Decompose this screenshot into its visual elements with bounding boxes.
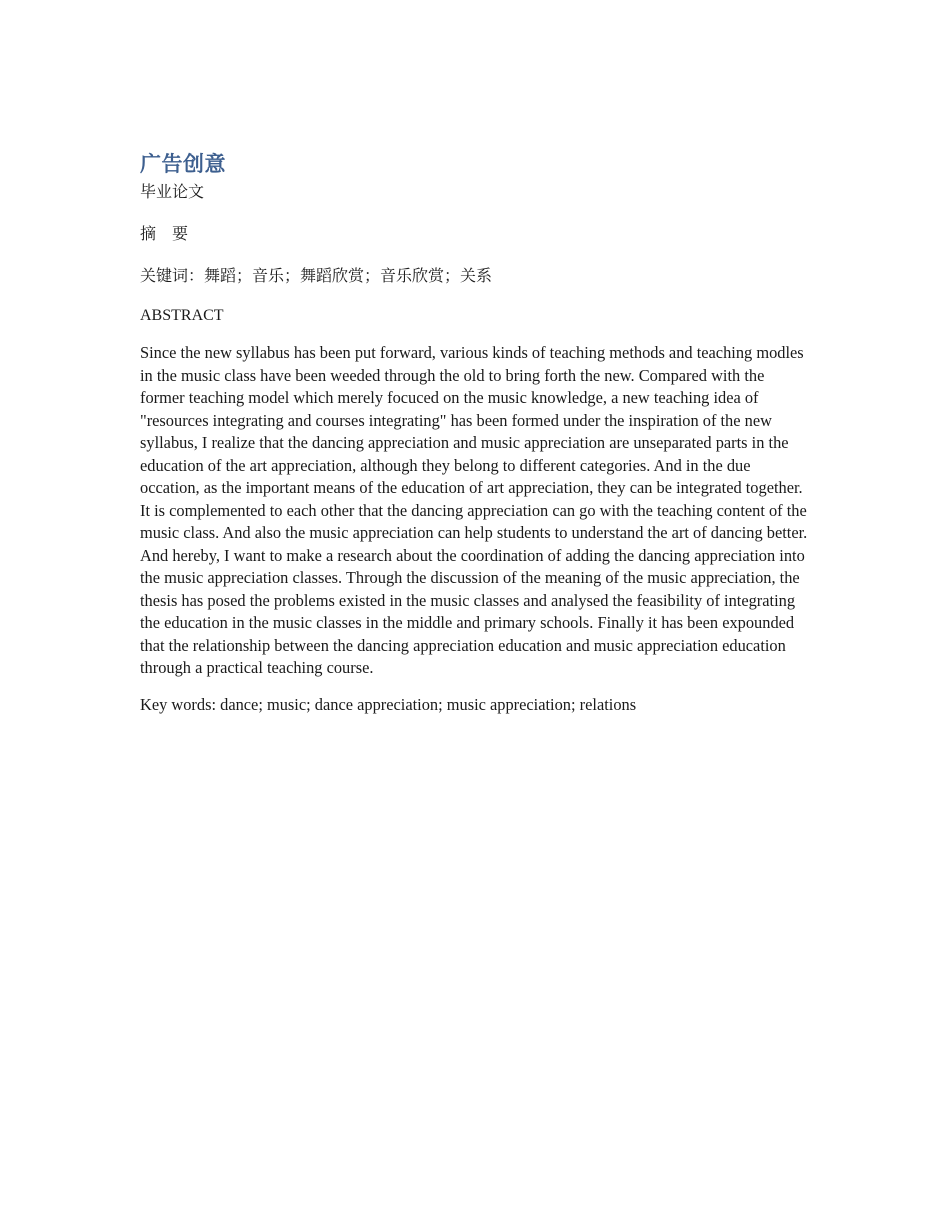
- abstract-heading-char-2: 要: [172, 224, 189, 243]
- keywords-english: Key words: dance; music; dance appreciation; music appreciation; relations: [140, 694, 637, 714]
- document-page: [140, 148, 812, 716]
- abstract-body-english: Since the new syllabus has been put forward, various kinds of teaching methods and teaching modles in the music class have been weeded through the old to bring forth the new. Compared with the former teaching model which merely focuced on the music knowledge, a new teaching idea of "resources integrating and courses integrating" has been formed under the inspiration of the new syllabus, I realize that the dancing appreciation and music appreciation are unseparated parts in the education of the art appreciation, although they belong to different categories. And in the due occation, as the important means of the education of art appreciation, they can be integrated together. It is complemented to each other that the dancing appreciation can go with the teaching content of the music class. And also the music appreciation can help students to understand the art of dancing better. And hereby, I want to make a research about the coordination of adding the dancing appreciation into the music appreciation classes. Through the discussion of the meaning of the music appreciation, the thesis has posed the problems existed in the music classes and analysed the feasibility of integrating the education in the music classes in the middle and primary schools. Finally it has been expounded that the relationship between the dancing appreciation education and music appreciation education through a practical teaching course.: [140, 343, 808, 677]
- abstract-heading-english: ABSTRACT: [140, 307, 224, 324]
- document-title: 广告创意: [140, 152, 226, 176]
- abstract-heading-chinese: [140, 222, 812, 246]
- abstract-heading-char-1: 摘: [140, 224, 157, 243]
- document-subtitle: 毕业论文: [140, 182, 205, 201]
- keywords-chinese: 关键词：舞蹈；音乐；舞蹈欣赏；音乐欣赏；关系: [140, 266, 493, 285]
